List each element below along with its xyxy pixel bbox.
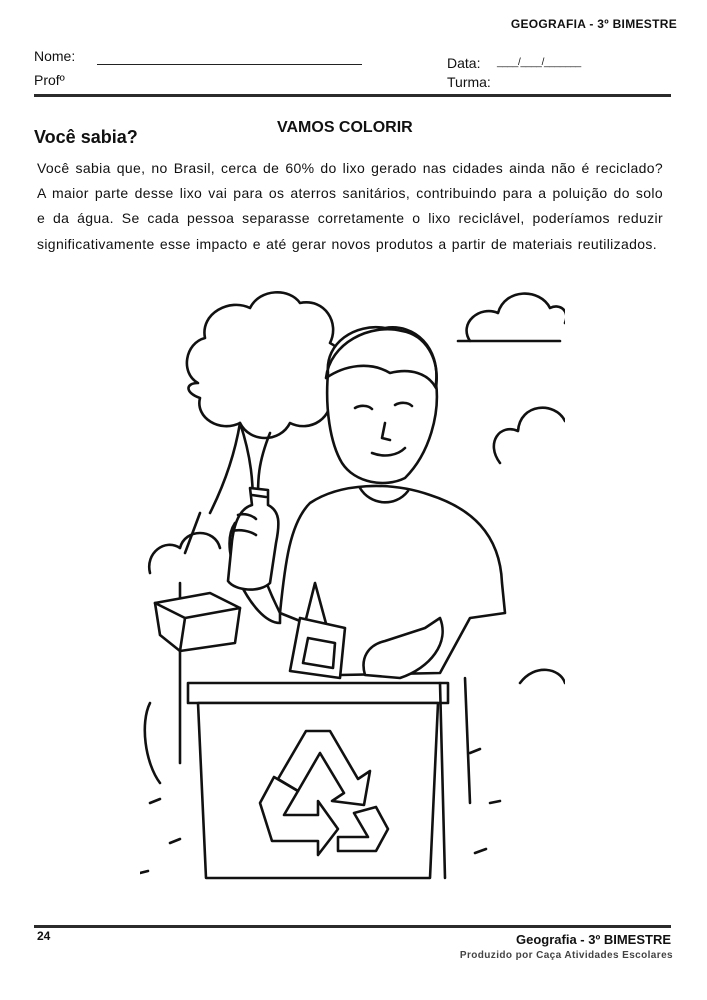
header-divider xyxy=(34,94,671,97)
footer-title: Geografia - 3º BIMESTRE xyxy=(516,932,671,947)
page-number: 24 xyxy=(37,929,51,943)
carton-icon xyxy=(290,618,345,678)
bottle-icon xyxy=(228,488,278,590)
recycling-coloring-illustration xyxy=(140,283,565,883)
info-paragraph: Você sabia que, no Brasil, cerca de 60% do lixo gerado nas cidades ainda não é reciclado? A maior parte desse lixo vai para os aterros sanitários, contribuindo para a poluição do solo e da água. Se cada pessoa separasse corretamente o lixo reciclável, poderíamos reduzir significativamente esse impacto e até gerar novos produtos a partir de materiais reutilizados. xyxy=(37,160,663,252)
turma-label: Turma: xyxy=(447,74,491,90)
cloud-icon xyxy=(494,408,565,463)
trash-bin xyxy=(188,683,448,703)
date-field-blanks[interactable]: ____/____/_______ xyxy=(497,57,581,68)
cloud-icon xyxy=(458,294,565,341)
nome-label: Nome: xyxy=(34,48,76,64)
prof-label: Profº xyxy=(34,72,65,88)
footer-credit: Produzido por Caça Atividades Escolares xyxy=(459,950,673,961)
tree-icon xyxy=(187,292,345,438)
data-label: Data: xyxy=(447,55,481,71)
nome-field-line[interactable] xyxy=(97,64,362,65)
footer-divider xyxy=(34,925,671,928)
person-head xyxy=(327,327,437,483)
question-title: Você sabia? xyxy=(34,127,138,147)
subject-header: GEOGRAFIA - 3º BIMESTRE xyxy=(510,17,677,31)
section-title: VAMOS COLORIR xyxy=(277,119,413,136)
box-icon xyxy=(155,593,240,651)
